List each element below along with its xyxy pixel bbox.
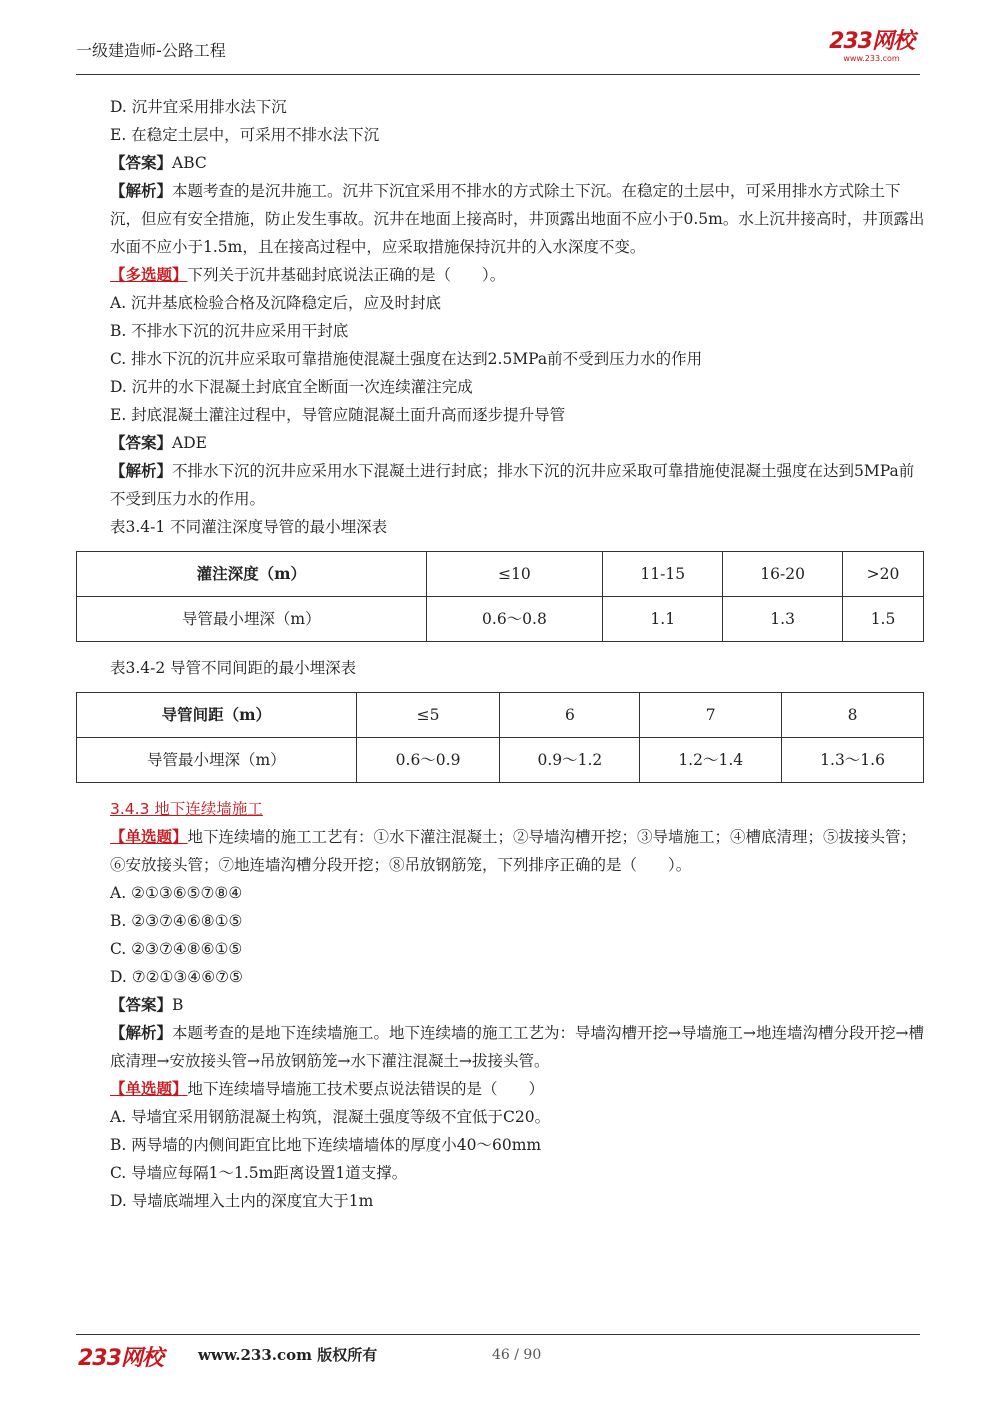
q3-option-b: B. ②③⑦④⑥⑧①⑤ [110,912,243,930]
table-cell: 1.3～1.6 [782,738,924,783]
page-number: 46 / 90 [492,1347,542,1363]
q4-stem [76,1075,926,1103]
q2-option-e: E. 封底混凝土灌注过程中，导管应随混凝土面升高而逐步提升导管 [110,406,566,424]
q2-stem [76,261,926,289]
page-header [76,30,920,75]
q4-option-a: A. 导墙宜采用钢筋混凝土构筑，混凝土强度等级不宜低于C20。 [110,1108,551,1126]
table-cell: 0.6～0.9 [356,738,500,783]
footer-copyright: www.233.com 版权所有 [198,1346,378,1364]
q1-option-d: D. 沉井宜采用排水法下沉 [110,98,287,116]
answer-label: 【答案】 [110,995,173,1014]
q2-option-a: A. 沉井基底检验合格及沉降稳定后，应及时封底 [110,294,442,312]
q3-option-a: A. ②①③⑥⑤⑦⑧④ [110,884,243,902]
analysis-label: 【解析】 [110,181,173,200]
brand-logo [829,30,914,63]
q2-option-c: C. 排水下沉的沉井应采取可靠措施使混凝土强度在达到2.5MPa前不受到压力水的作用 [110,350,703,368]
table-cell: 1.5 [843,597,924,642]
q2-analysis [76,457,926,513]
question-type-tag: 【多选题】 [110,265,188,284]
q3-answer [76,991,926,1019]
q1-answer [76,149,926,177]
table-cell: 0.6～0.8 [426,597,603,642]
answer-label: 【答案】 [110,153,173,172]
table-cell: 导管最小埋深（m） [77,738,357,783]
table2-caption: 表3.4-2 导管不同间距的最小埋深表 [110,659,357,677]
table-cell: 1.1 [603,597,723,642]
q4-option-b: B. 两导墙的内侧间距宜比地下连续墙墙体的厚度小40～60mm [110,1136,542,1154]
question-stem: 下列关于沉井基础封底说法正确的是（ ）。 [187,266,506,284]
logo-text: 233网校 [829,29,914,54]
table-cell: 0.9～1.2 [500,738,640,783]
question-stem: 地下连续墙的施工工艺有：①水下灌注混凝土；②导墙沟槽开挖；③导墙施工；④槽底清理；⑤拔接头管；⑥安放接头管；⑦地连墙沟槽分段开挖；⑧吊放钢筋笼，下列排序正确的是（ ）。 [110,828,917,874]
table-header-row [77,552,924,597]
q3-option-d: D. ⑦②①③④⑥⑦⑤ [110,968,243,986]
q1-option-e: E. 在稳定土层中，可采用不排水法下沉 [110,126,380,144]
q4-option-d: D. 导墙底端埋入土内的深度宜大于1m [110,1192,374,1210]
table-header-cell: >20 [843,552,924,597]
table-row [77,738,924,783]
table-cell: 1.3 [723,597,843,642]
table-header-cell: 16-20 [723,552,843,597]
table2 [76,692,924,783]
page-footer [76,1334,920,1375]
answer-value: ABC [172,154,207,172]
table-header-cell: 导管间距（m） [77,693,357,738]
table-header-cell: ≤10 [426,552,603,597]
q2-answer [76,429,926,457]
question-type-tag: 【单选题】 [110,1079,188,1098]
q3-option-c: C. ②③⑦④⑧⑥①⑤ [110,940,243,958]
analysis-label: 【解析】 [110,1023,173,1042]
q2-option-b: B. 不排水下沉的沉井应采用干封底 [110,322,349,340]
answer-value: B [172,996,184,1014]
q4-option-c: C. 导墙应每隔1～1.5m距离设置1道支撑。 [110,1164,408,1182]
table-cell: 1.2～1.4 [640,738,782,783]
table-header-cell: 8 [782,693,924,738]
section-title: 3.4.3 地下连续墙施工 [110,800,263,818]
header-title: 一级建造师-公路工程 [76,41,226,60]
analysis-label: 【解析】 [110,461,173,480]
table1-caption: 表3.4-1 不同灌注深度导管的最小埋深表 [110,518,388,536]
table-row [77,597,924,642]
q1-analysis [76,177,926,261]
answer-value: ADE [172,434,207,452]
answer-label: 【答案】 [110,433,173,452]
question-stem: 地下连续墙导墙施工技术要点说法错误的是（ ） [187,1080,545,1098]
analysis-text: 不排水下沉的沉井应采用水下混凝土进行封底；排水下沉的沉井应采取可靠措施使混凝土强度在达到5MPa前不受到压力水的作用。 [110,462,915,508]
table1 [76,551,924,642]
table-cell: 导管最小埋深（m） [77,597,427,642]
analysis-text: 本题考查的是地下连续墙施工。地下连续墙的施工工艺为：导墙沟槽开挖→导墙施工→地连墙沟槽分段开挖→槽底清理→安放接头管→吊放钢筋笼→水下灌注混凝土→拔接头管。 [110,1024,924,1070]
table-header-cell: ≤5 [356,693,500,738]
section-heading [76,795,926,823]
logo-url: www.233.com [843,54,900,63]
table-header-cell: 7 [640,693,782,738]
q3-analysis [76,1019,926,1075]
table-header-cell: 灌注深度（m） [77,552,427,597]
footer-logo: 233网校 [78,1346,163,1371]
analysis-text: 本题考查的是沉井施工。沉井下沉宜采用不排水的方式除土下沉。在稳定的土层中，可采用排水方式除土下沉，但应有安全措施，防止发生事故。沉井在地面上接高时，井顶露出地面不应小于0.5m。水上沉井接高时，井顶露出水面不应小于1.5m，且在接高过程中，应采取措施保持沉井的入水深度不变。 [110,182,925,256]
question-type-tag: 【单选题】 [110,827,188,846]
table-header-cell: 11-15 [603,552,723,597]
table-header-row [77,693,924,738]
table-header-cell: 6 [500,693,640,738]
document-body [76,93,926,1215]
q3-stem [76,823,926,879]
q2-option-d: D. 沉井的水下混凝土封底宜全断面一次连续灌注完成 [110,378,473,396]
